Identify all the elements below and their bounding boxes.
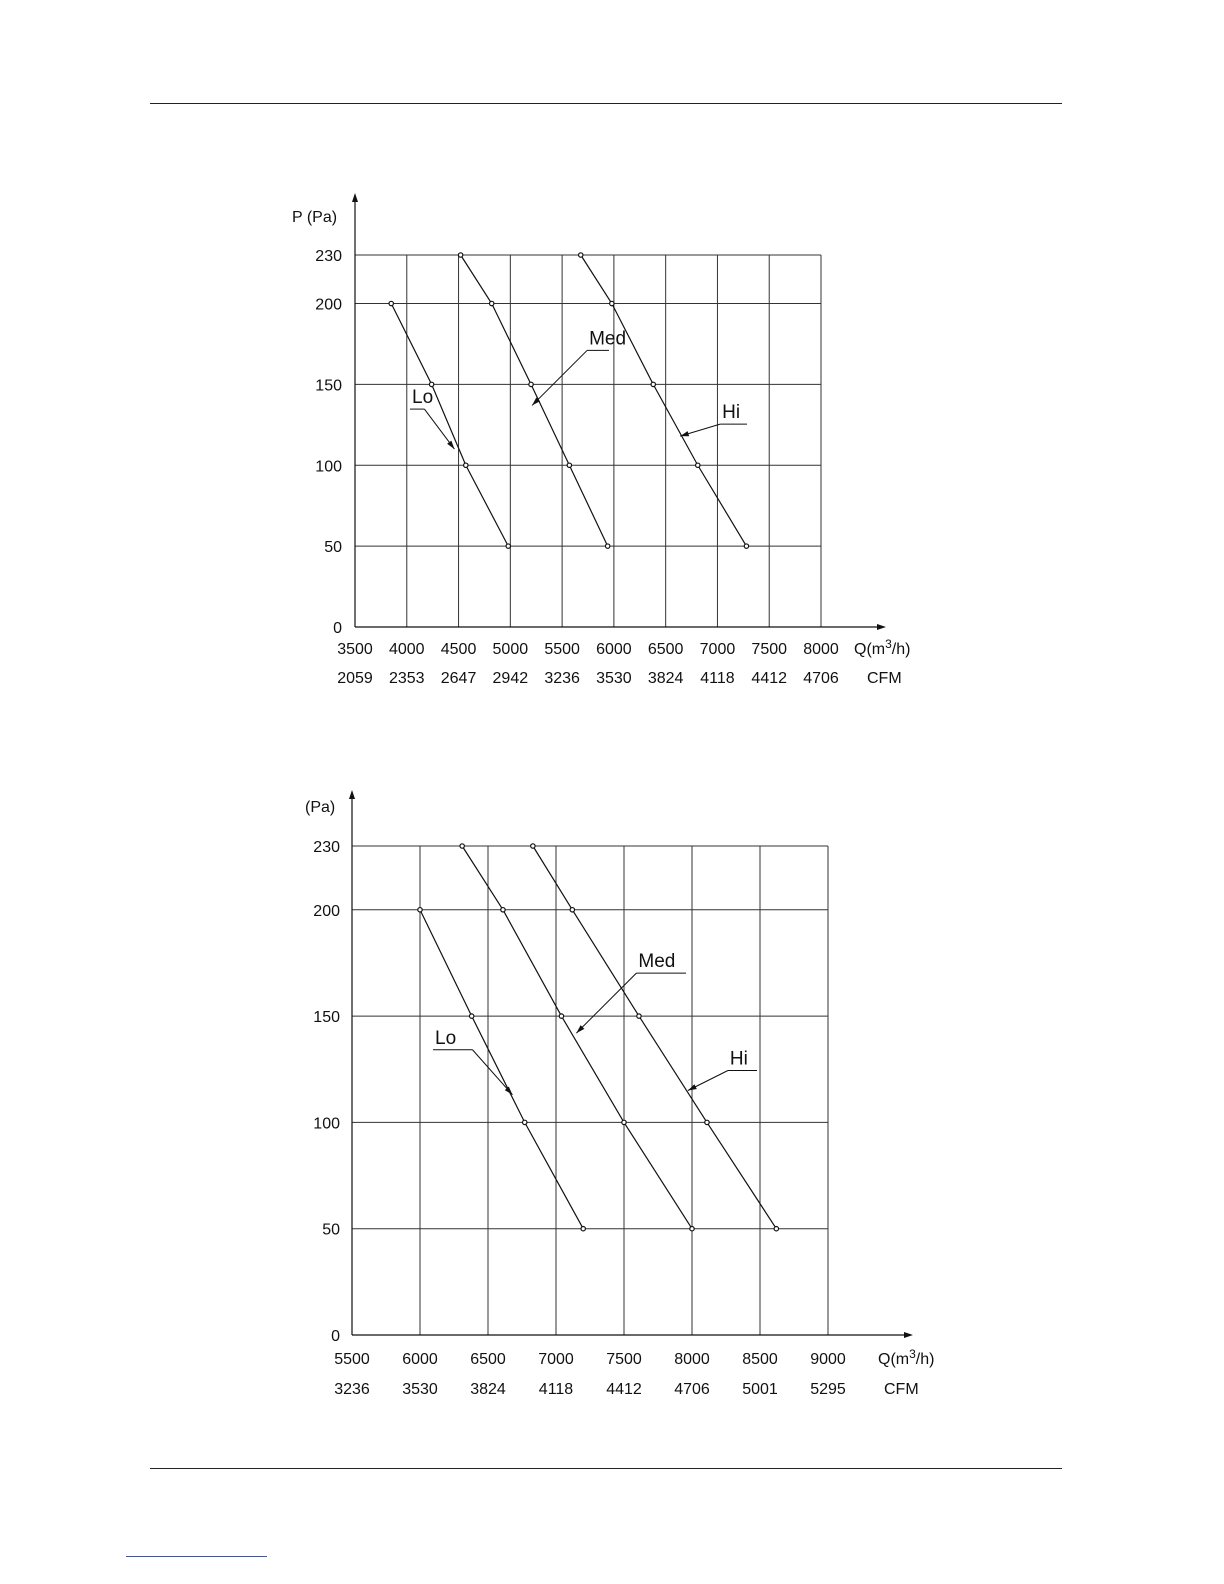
data-point-lo [469,1014,473,1018]
x-tick-label: 6500 [647,641,684,658]
cfm-tick-label: 2059 [337,670,373,687]
x-axis-label-superscript: 3 [885,637,892,651]
x-tick-label: 6000 [596,641,632,658]
x-axis-label-main: Q(m [854,641,886,658]
x-tick-label: 3500 [337,641,373,658]
data-point-lo [581,1226,585,1230]
y-tick-label: 150 [315,377,342,395]
x-axis-label-main: Q(m [878,1351,910,1368]
x-axis-label-superscript: 3 [909,1347,916,1361]
cfm-tick-label: 2647 [440,670,477,687]
y-tick-label: 150 [313,1009,340,1027]
y-axis-arrow-icon [349,790,355,799]
y-tick-label: 0 [333,620,342,637]
x2-axis-label: CFM [884,1381,919,1398]
data-point-hi [531,844,535,848]
footer-link-underline[interactable] [126,1556,267,1557]
y-tick-label: 100 [315,458,342,476]
y-axis-label: (Pa) [305,799,336,816]
x-tick-label: 9000 [810,1351,846,1368]
cfm-tick-label: 3530 [402,1381,438,1398]
y-tick-label: 230 [313,839,340,856]
cfm-tick-label: 4412 [606,1381,642,1398]
cfm-tick-label: 4412 [751,670,788,687]
data-point-hi [637,1014,641,1018]
data-point-hi [570,908,574,912]
leader-line-med [576,973,636,1033]
cfm-tick-label: 3824 [647,670,684,687]
cfm-tick-label: 3236 [544,670,580,687]
cfm-tick-label: 4706 [803,670,839,687]
y-tick-label: 230 [315,248,342,265]
x-tick-label: 4500 [440,641,477,658]
data-point-hi [774,1226,778,1230]
cfm-tick-label: 2353 [388,670,425,687]
x-tick-label: 8000 [674,1351,710,1368]
y-tick-label: 200 [315,296,342,314]
x-tick-label: 7500 [606,1351,642,1368]
x-tick-label: 7500 [751,641,788,658]
series-label-lo: Lo [412,387,434,409]
x-tick-label: 7000 [699,641,736,658]
cfm-tick-label: 2942 [492,670,529,687]
data-point-hi [705,1120,709,1124]
x-tick-label: 8000 [803,641,839,658]
x-tick-label: 6000 [402,1351,438,1368]
x-tick-label: 8500 [742,1351,778,1368]
y-tick-label: 200 [313,902,340,920]
data-point-med [622,1120,626,1124]
data-point-med [460,844,464,848]
y-tick-label: 50 [322,1221,340,1239]
footer-rule [150,1468,1062,1469]
series-label-med: Med [638,951,676,973]
x-tick-label: 5500 [334,1351,370,1368]
cfm-tick-label: 4118 [700,670,735,687]
series-label-med: Med [589,328,627,350]
y-axis-label: P (Pa) [292,209,338,226]
cfm-tick-label: 4118 [538,1381,574,1398]
x-tick-label: 4000 [388,641,425,658]
cfm-tick-label: 3530 [596,670,632,687]
cfm-tick-label: 3824 [470,1381,506,1398]
x2-axis-label: CFM [867,670,902,687]
series-label-hi: Hi [722,402,741,424]
x-axis-label-tail: /h) [915,1351,935,1368]
x-tick-label: 5000 [492,641,529,658]
data-point-med [559,1014,563,1018]
x-axis-arrow-icon [904,1332,913,1338]
cfm-tick-label: 5001 [742,1381,778,1398]
data-point-lo [418,908,422,912]
x-axis-label [878,1347,934,1368]
data-point-lo [523,1120,527,1124]
y-tick-label: 50 [324,539,342,557]
y-tick-label: 100 [313,1115,340,1133]
series-label-hi: Hi [729,1048,748,1070]
cfm-tick-label: 3236 [334,1381,370,1398]
cfm-tick-label: 5295 [810,1381,846,1398]
data-point-med [690,1226,694,1230]
x-tick-label: 7000 [538,1351,574,1368]
x-tick-label: 5500 [544,641,580,658]
data-point-med [501,908,505,912]
y-tick-label: 0 [331,1328,340,1345]
series-line-lo [420,910,583,1229]
series-label-lo: Lo [435,1027,457,1049]
cfm-tick-label: 4706 [674,1381,710,1398]
x-axis-label-tail: /h) [891,641,911,658]
series-line-med [462,846,692,1229]
x-tick-label: 6500 [470,1351,506,1368]
